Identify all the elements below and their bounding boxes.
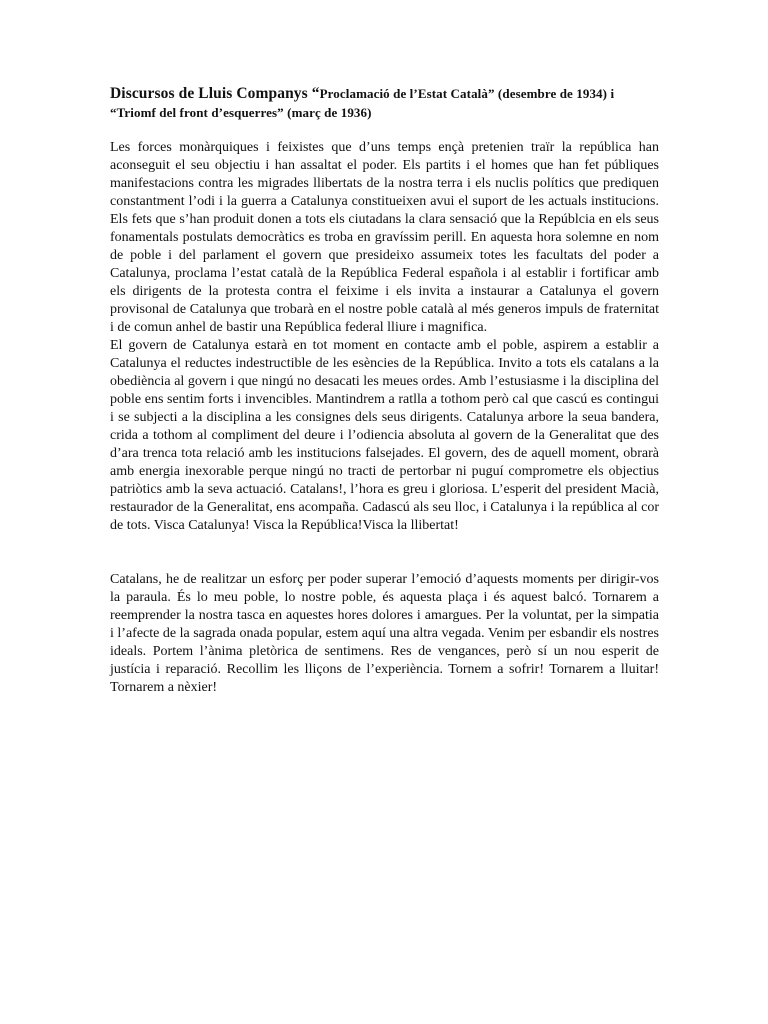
paragraph-triumph: Catalans, he de realitzar un esforç per poder superar l’emoció d’aquests moments per dirigir-vos la paraula. És lo meu poble, lo nostre poble, és aquesta plaça i és aquest balcó. Tornarem a reemprender la nostra tasca en aquestes hores dolores i amargues. Per la voluntat, per la simpatia i l’afecte de la sagrada onada popular, estem aquí una altra vegada. Venim per esbandir els nostres ideals. Portem l’ànima pletòrica de sentimens. Res de vengances, però sí un nou esperit de justícia i reparació. Recollim les lliçons de l’experiència. Tornem a sofrir! Tornarem a lluitar! Tornarem a nèxier! (110, 572, 659, 695)
paragraph-gap (110, 535, 659, 571)
document-body (110, 139, 659, 697)
title-lead: Discursos de Lluis Companys “ (110, 85, 320, 102)
document-title (110, 84, 659, 122)
paragraph-proclamation: Les forces monàrquiques i feixistes que d’uns temps ençà pretenien traïr la república han aconseguit el seu objectiu i han assaltat el poder. Els partits i el homes que han fet públiques manifestacions contra les migrades llibertats de la nostra terra i els nuclis polítics que prediquen constantment l’odi i la guerra a Catalunya constitueixen avui el suport de les actuals institucions. Els fets que s’han produit donen a tots els ciutadans la clara sensació que la Repúblcia en els seus fonamentals postulats democràtics es troba en gravíssim perill. En aquesta hora solemne en nom de poble i del parlament el govern que presideixo assumeix totes les facultats del poder a Catalunya, proclama l’estat català de la República Federal española i al establir i fortificar amb els dirigents de la protesta contra el feixime i els invita a instaurar a Catalunya el govern provisonal de Catalunya que trobarà en el nostre poble català al més generos impuls de fraternitat i de comun anhel de bastir una República federal lliure i magnifica. (110, 140, 659, 335)
title-rest: Proclamació de l’Estat Català” (desembre de 1934) i “Triomf del front d’esquerres” (març de 1936) (110, 86, 615, 120)
paragraph-government: El govern de Catalunya estarà en tot moment en contacte amb el poble, aspirem a establir a Catalunya el reductes indestructible de les esències de la República. Invito a tots els catalans a la obediència al govern i que ningú no desacati les meues ordes. Amb l’estusiasme i la disciplina del poble ens sentim forts i invencibles. Mantindrem a ratlla a tothom però cal que cascú es contingui i se subjecti a la disciplina a les consignes dels seus dirigents. Catalunya arbore la seua bandera, crida a tothom al compliment del deure i l’odiencia absoluta al govern de la Generalitat que des d’ara trenca tota relació amb les institucions falsejades. El govern, des de aquell moment, obrarà amb energia inexorable perque ningú no tracti de pertorbar ni puguí comprometre els objectius patriòtics amb la seva actuació. Catalans!, l’hora es greu i gloriosa. L’esperit del president Macià, restaurador de la Generalitat, ens acompaña. Cadascú als seu lloc, i Catalunya i la república al cor de tots. Visca Catalunya! Visca la República!Visca la llibertat! (110, 338, 659, 533)
document-page (110, 84, 659, 697)
